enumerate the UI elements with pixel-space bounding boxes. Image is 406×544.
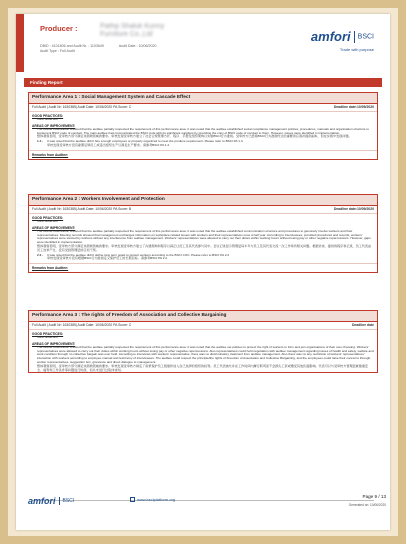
amfori-logo <box>311 28 374 52</box>
audit-meta <box>40 44 170 54</box>
good-practices-text: none observed <box>37 117 58 121</box>
deadline: Deadline date <box>351 323 374 327</box>
good-practices-text: none observed <box>37 335 58 339</box>
document-page <box>16 14 390 530</box>
remarks-from-auditee: Remarks from Auditee: <box>29 150 377 159</box>
page-number: Page 9 / 13 <box>362 494 386 499</box>
section-title: Performance Area 3 : The rights of Freedom of Association and Collective Bargaining <box>29 311 377 322</box>
audit-id: DBID : 4101806 and Audit Nr. : 1103649 <box>40 44 104 48</box>
section-subheader: Full Audit | Audit Nr: 1630385| Audit Date: 10/06/2020 PA Score: C Deadline date <box>29 322 377 330</box>
areas-of-improvement-label: AREAS OF IMPROVEMENT: <box>32 225 76 230</box>
good-practices-text: none observed <box>37 219 58 223</box>
audit-date: Audit Date : 10/06/2020 <box>118 44 157 48</box>
aoi-text: The overall observation showed that the auditee partially respected the requirement of this performance area. It was noted that the auditee established communication structure and procedures to genuinely involve workers and their representatives. Meeting records showed that management exchanges information on workplace-related issues with workers and their representatives once a half year. According to interviewees, provided procedures and records, workers' representatives were elected by workers without any interference from auditee management. Workers' representatives were allowed to carry out their duties within working hours without losing pay or other negative repercussions. However, gaps were identified in implementation. <box>37 228 371 245</box>
performance-area-1 <box>28 92 378 160</box>
finding-report-bar: Finding Report <box>24 78 382 87</box>
footer-logo: amfori BSCI <box>28 495 75 506</box>
aoi-text: The overall observation showed that the auditee partially respected the requirement of this performance area. It was noted that the auditee set policies to protect the right of workers to form and join organisations of their own choosing. Workers' representatives were allowed to carry out their duties within working hours without losing pay or other negative repercussions. Also representatives could hold negotiation with auditee management regarding issues of health and safety, welfare and work condition through no collective bargain was ever held. According to interviews with workers' representative, there was no discriminatory treatment from auditee management. Also there was no any restriction of workers' representatives' interaction with workers according to employee manual and testimony of interviewees. The auditee could respect the principle/the rights of Freedom of Association and Collective Bargaining, and the employees could raise their concerns through, worker representatives, suggestion box, grievance and direct dialogue to management. <box>37 344 374 364</box>
producer-label: Producer : <box>40 24 78 33</box>
finding-number: 1.4 - <box>37 139 44 144</box>
areas-of-improvement-label: AREAS OF IMPROVEMENT: <box>32 123 76 128</box>
section-title: Performance Area 2 : Workers Involvement and Protection <box>29 195 377 206</box>
performance-area-2 <box>28 194 378 273</box>
header-accent-strip <box>16 14 24 72</box>
section-subheader: Full Audit | Audit Nr: 1630385| Audit Date: 10/06/2020 PA Score: C Deadline date:10/09/2020 <box>29 104 377 112</box>
aoi-text-cn: 整体观察表明，受审核方部分满足该绩效领域的要求。审核发现受审核方建立了社会合规管理方针、程序、手册及组织架构以实施BSCI行为准则。受审核方已经将BSCI行为准则传达给重要供应商并提供副本，但在实施中发现问题。 <box>37 134 352 139</box>
logo-bsci: BSCI <box>357 33 374 41</box>
section-title: Performance Area 1 : Social Management System and Cascade Effect <box>29 93 377 104</box>
finding-item: 2.2 - It was noted that the auditee didn't define long term goals to protect workers according to the BSCI COC. Please refer to BSCI PA 2.2 审核发现受审核方没有根据BSCI行为准则定义保护员工的长期目标。请参考BSCI PA 2.2 <box>37 252 230 261</box>
deadline: Deadline date:10/09/2020 <box>333 207 374 211</box>
footer-url[interactable]: www.bsciplatform.org <box>130 497 175 502</box>
logo-word: amfori <box>310 29 351 45</box>
globe-icon <box>130 497 135 502</box>
footer-divider <box>32 500 374 501</box>
producer-name: Pathiji Shaluk Kunny Furniture Co.,Ltd <box>100 23 165 38</box>
deadline: Deadline date:10/09/2020 <box>333 105 374 109</box>
areas-of-improvement-label: AREAS OF IMPROVEMENT: <box>32 341 76 346</box>
logo-tagline: Trade with purpose <box>339 47 374 52</box>
audit-type: Audit Type : Full Audit <box>40 49 75 53</box>
remarks-from-auditee: Remarks from Auditee: <box>29 263 377 272</box>
finding-number: 2.2 - <box>37 252 44 257</box>
good-practices-label: GOOD PRACTICES: <box>32 216 64 220</box>
generated-on: Generated on: 10/06/2020 <box>348 503 386 507</box>
aoi-text-cn: 整体观察表明，受审核方部分满足该绩效领域的要求。审核发现受审核方建立了沟通架构和程序以真正让员工及其代表参与其中。会议记录显示管理层每半年与员工及其代表交流一次工作场所相关问题。根据访谈、提供的程序和记录，员工代表由员工选举产生，没有受到管理层的任何干预。 <box>37 243 372 252</box>
aoi-text-cn: 整体观察表明，受审核方部分满足该绩效领域的要求。审核发现受审核方制定了政策保护员工组建和加入自己选择的组织的权利。员工代表被允许在工作时间内履行职责而不会损失工资或遭受其他负面影响。代表可以与受审核方管理层就健康安全、福利和工作条件等问题进行协商，但从未进行过集体谈判。 <box>37 363 369 372</box>
performance-area-3 <box>28 310 378 373</box>
good-practices-label: GOOD PRACTICES: <box>32 332 64 336</box>
aoi-text: The overall observation showed that the auditee partially respected the requirement of this performance area. It was noted that the auditee established social compliance management policies, procedures, manuals and organisation structure to implement BSCI code of conduct. The main auditee had communicated the BSCI code with its significant suppliers by providing the copy of BSCI code of conduct to them. However, issues were identified in implementation. <box>37 126 369 135</box>
section-subheader: Full Audit | Audit Nr: 1630385| Audit Date: 10/06/2020 PA Score: B Deadline date:10/09/2020 <box>29 206 377 214</box>
finding-item: 1.4 - It was noted that the auditee didn't hire enough employees or properly organized to meet the produce requirement. Please refer to BSCI PA 1.4. 审核发现受审核方没有雇佣足够员工或适当组织生产以满足生产要求。请参考BSCI PA 1.4 <box>37 139 244 147</box>
good-practices-label: GOOD PRACTICES: <box>32 114 64 118</box>
